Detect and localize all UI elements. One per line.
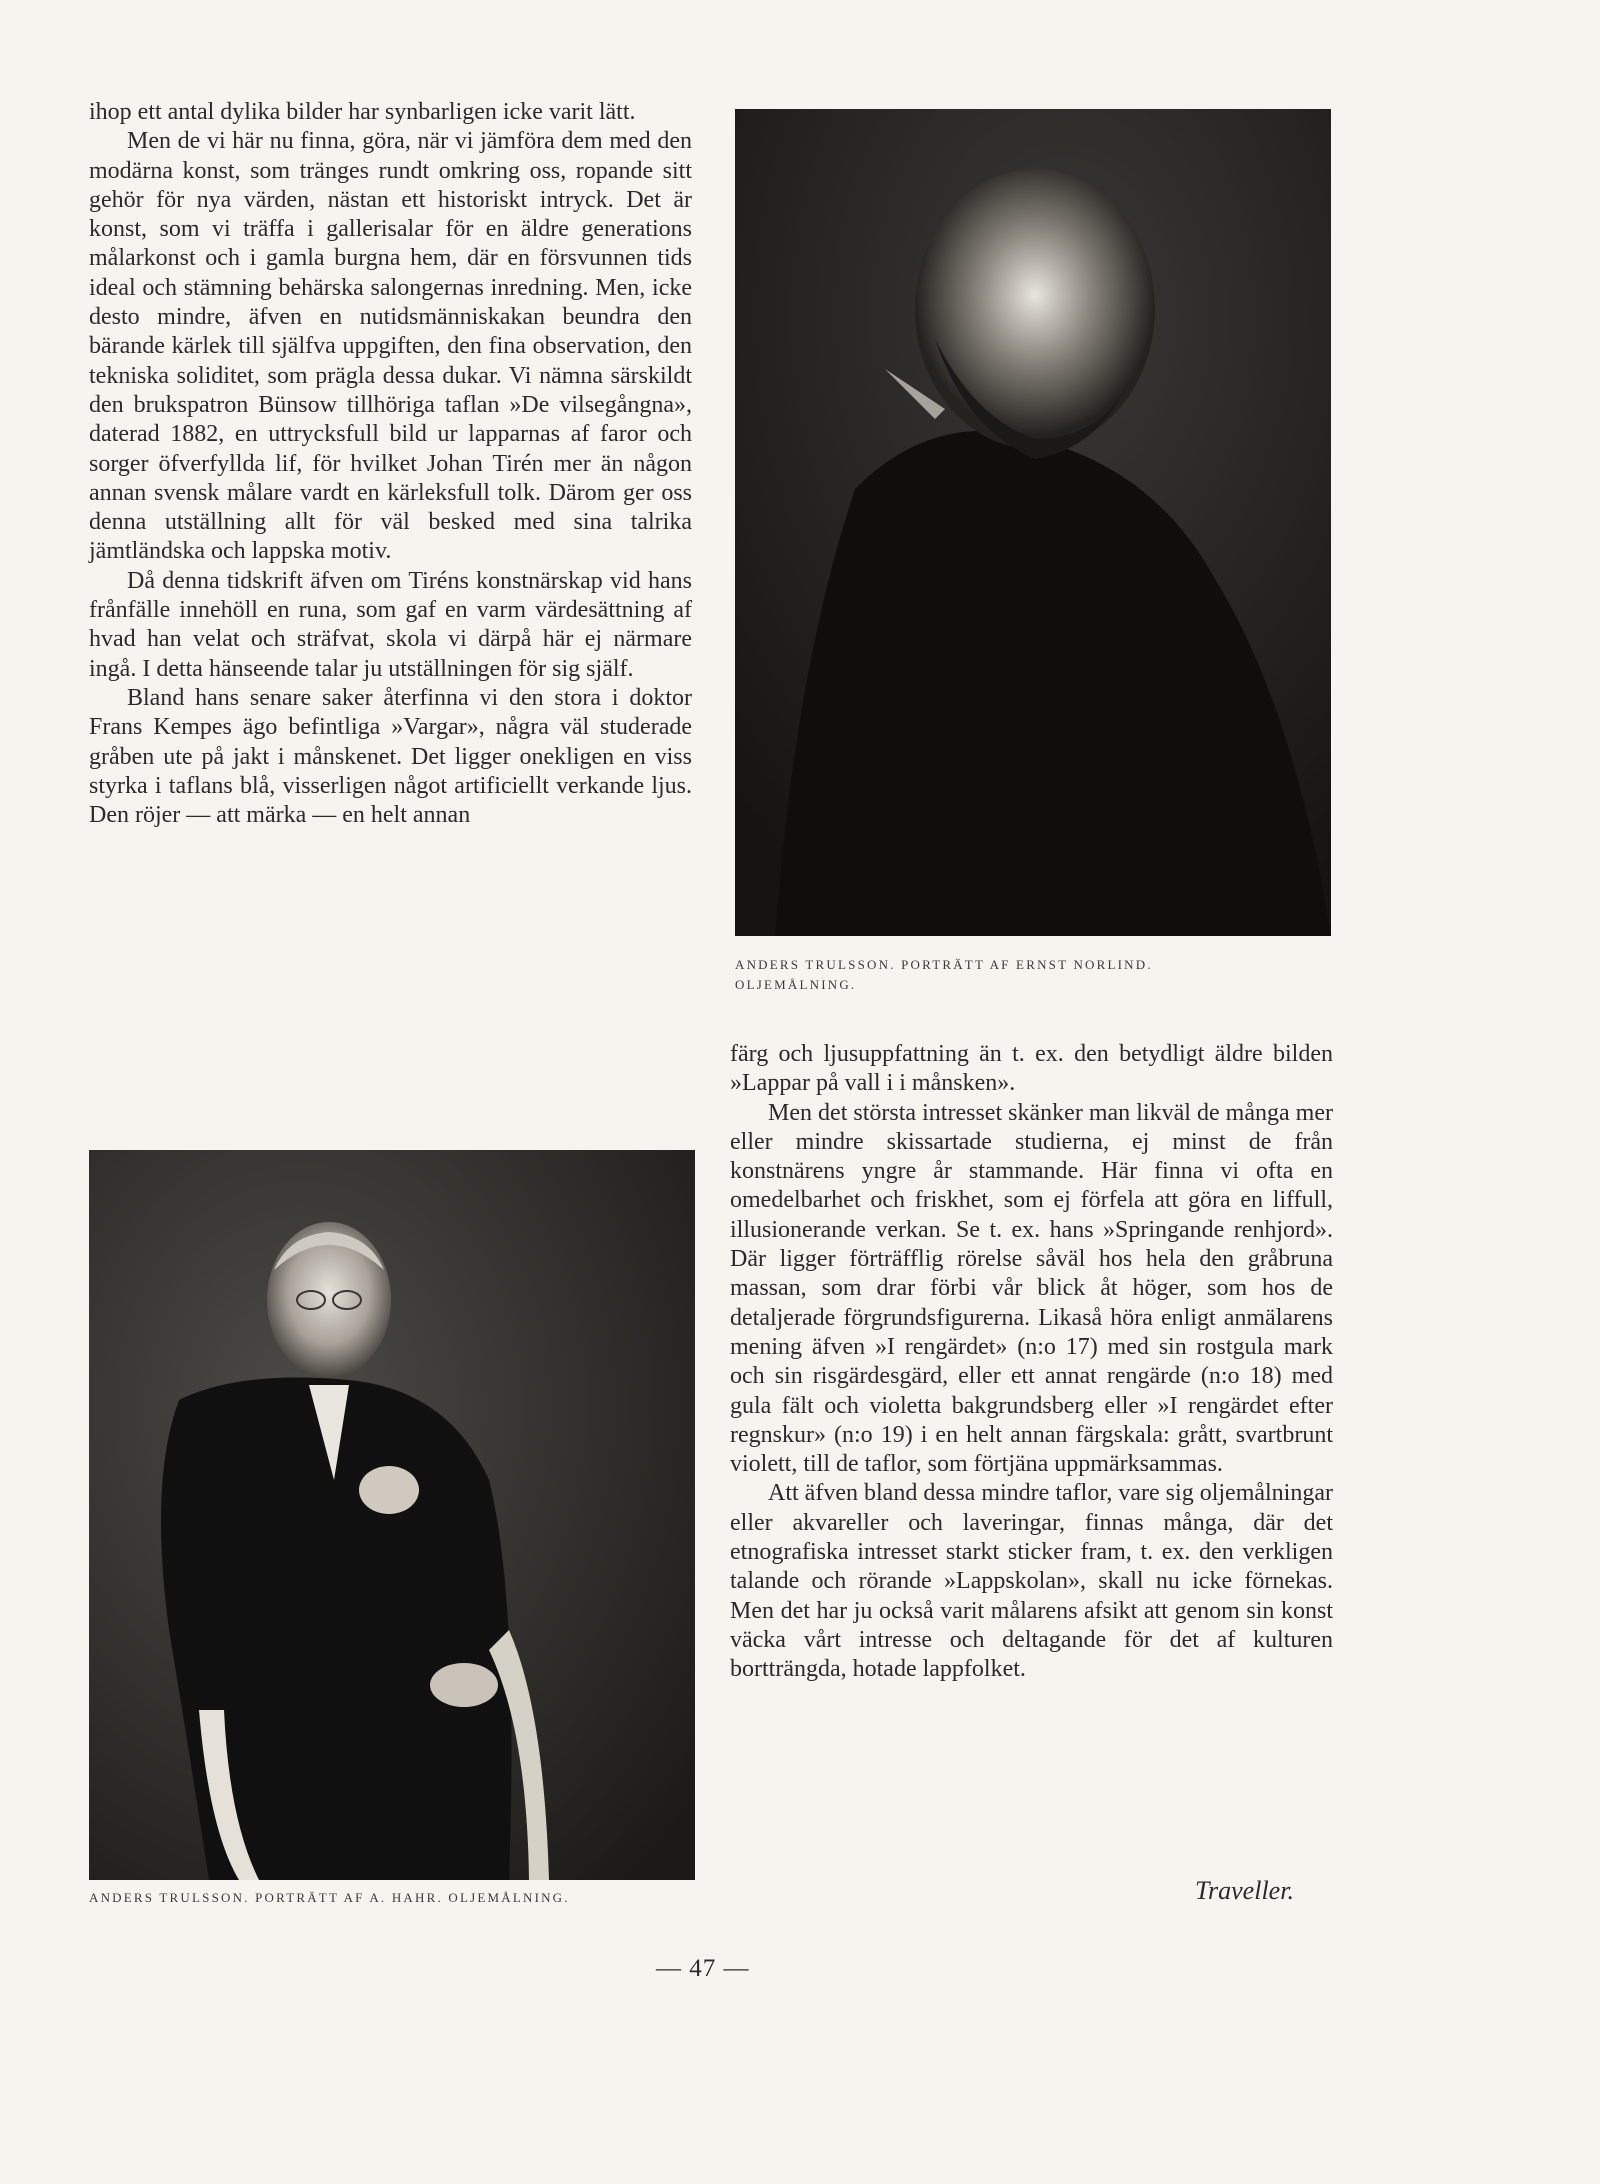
- paragraph: Då denna tidskrift äfven om Tiréns konstnärskap vid hans frånfälle innehöll en runa, som gaf en varm värdesättning af hvad han velat och sträfvat, skola vi därpå här ej närmare ingå. I detta hänseende talar ju utställningen för sig själf.: [89, 567, 692, 682]
- portrait-ernst-norlind-image: [735, 109, 1331, 936]
- portrait-painting-illustration: [89, 1150, 695, 1880]
- portrait-painting-illustration: [735, 109, 1331, 936]
- right-text-column: [730, 1040, 1333, 1685]
- figure-caption-right: [735, 955, 1335, 995]
- paragraph: Bland hans senare saker återfinna vi den stora i doktor Frans Kempes ägo befintliga »Vargar», några väl studerade gråben ute på jakt i månskenet. Det ligger onekligen en viss styrka i taflans blå, visserligen något artificiellt verkande ljus. Den röjer — att märka — en helt annan: [89, 684, 692, 829]
- paragraph: Att äfven bland dessa mindre taflor, vare sig oljemålningar eller akvareller och laveringar, finnas många, där det etnografiska intresset starkt sticker fram, t. ex. den verkligen talande och rörande »Lappskolan», skall nu icke förnekas. Men det har ju också varit målarens afsikt att genom sin konst väcka vårt intresse och deltagande för det af kulturen bortträngda, hotade lappfolket.: [730, 1480, 1333, 1683]
- paragraph: Men de vi här nu finna, göra, när vi jämföra dem med den modärna konst, som tränges rundt omkring oss, ropande sitt gehör för nya värden, nästan ett historiskt intryck. Det är konst, som vi träffa i gallerisalar för en äldre generations målarkonst och i gamla burgna hem, där en försvunnen tids ideal och stämning behärska salongernas inredning. Men, icke desto mindre, äfven en nutidsmänniskakan beundra den bärande kärlek till själfva uppgiften, den fina observation, den tekniska soliditet, som prägla dessa dukar. Vi nämna särskildt den brukspatron Bünsow tillhöriga taflan »De vilsegångna», daterad 1882, en uttrycksfull bild ur lapparnas af faror och sorger öfverfyllda lif, för hvilket Johan Tirén mer än någon annan svensk målare vardt en kärleksfull tolk. Därom ger oss denna utställning allt för väl besked med sina talrika jämtländska och lappska motiv.: [89, 128, 692, 565]
- figure-caption-left: ANDERS TRULSSON. PORTRÄTT AF A. HAHR. OLJEMÅLNING.: [89, 1890, 570, 1905]
- left-text-column: [89, 98, 692, 830]
- paragraph: färg och ljusuppfattning än t. ex. den betydligt äldre bilden »Lappar på vall i i månsken».: [730, 1041, 1333, 1097]
- caption-line: OLJEMÅLNING.: [735, 977, 857, 992]
- caption-line: ANDERS TRULSSON. PORTRÄTT AF ERNST NORLIND.: [735, 957, 1153, 972]
- paragraph: ihop ett antal dylika bilder har synbarligen icke varit lätt.: [89, 99, 636, 125]
- author-signature: Traveller.: [1195, 1876, 1294, 1905]
- portrait-a-hahr-image: [89, 1150, 695, 1880]
- page-number: — 47 —: [656, 1955, 750, 1982]
- paragraph: Men det största intresset skänker man likväl de många mer eller mindre skissartade studierna, ej minst de från konstnärens yngre år stammande. Här finna vi ofta en omedelbarhet och friskhet, som ej förfela att göra en liffull, illusionerande verkan. Se t. ex. hans »Springande renhjord». Där ligger förträfflig rörelse såväl hos hela den gråbruna massan, som drar förbi vår blick åt höger, som hos de detaljerade förgrundsfigurerna. Likaså höra enligt anmälarens mening äfven »I rengärdet» (n:o 17) med sin rostgula mark och sin risgärdesgärd, eller ett annat rengärde (n:o 18) med gula fält och violetta bakgrundsberg eller »I rengärdet efter regnskur» (n:o 19) i en helt annan färgskala: grått, svartbrunt violett, till de taflor, som förtjäna uppmärksammas.: [730, 1099, 1333, 1478]
